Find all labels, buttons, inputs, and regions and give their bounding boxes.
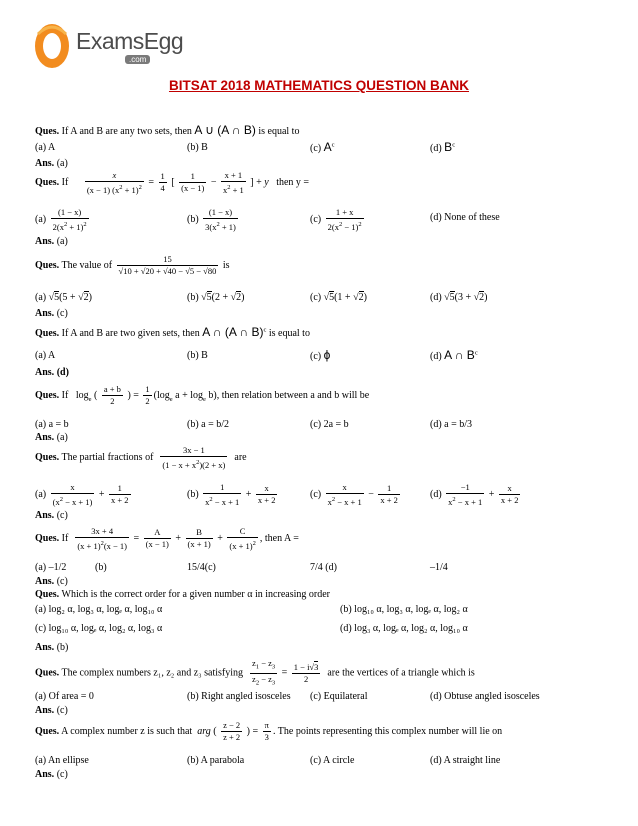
q2-option-d: (d) None of these <box>430 212 500 223</box>
q3-option-b: (b) √5(2 + √2) <box>187 292 245 303</box>
q1-option-b: (b) B <box>187 142 208 153</box>
question-3: Ques. The value of $\frac{15}{√10 + √20 + √40 - √5 - √80}$ is <box>35 254 230 276</box>
question-2: Ques. If $\frac{x}{(x - 1) (x^2 + 1)^2}$ = $\frac{1}{4}$ [ $\frac{1}{(x - 1)}$ − $\frac{x + 1}{x^2 + 1}$ ] + y then y = <box>35 170 310 195</box>
question-9: Ques. The complex numbers z₁, z₂ and z₃ satisfying $\frac{z_1 - z_3}{z_2 - z_3}$ = $\frac{1 - i√3}{2}$ are the vertices of a triangle which is <box>35 658 475 687</box>
q9-option-a: (a) Of area = 0 <box>35 691 94 702</box>
q1-option-c: (c) $A^c$ <box>310 140 335 154</box>
q10-answer: Ans. (c) <box>35 769 68 780</box>
q10-option-c: (c) A circle <box>310 755 355 766</box>
q7-option-b: (b) <box>95 562 107 573</box>
q7-option-a: (a) –1/2 <box>35 562 67 573</box>
q7-option-d: 7/4 (d) <box>310 562 337 573</box>
q4-option-b: (b) B <box>187 350 208 361</box>
q8-option-d: (d) log₃ α, logₑ α, log₂ α, log₁₀ α <box>340 623 468 634</box>
q10-option-a: (a) An ellipse <box>35 755 89 766</box>
q8-option-c: (c) log₁₀ α, logₑ α, log₂ α, log₃ α <box>35 623 163 634</box>
examsegg-logo <box>30 20 184 70</box>
q9-option-b: (b) Right angled isosceles <box>187 691 291 702</box>
q2-answer: Ans. (a) <box>35 236 68 247</box>
q3-answer: Ans. (c) <box>35 308 68 319</box>
q7-option-c: 15/4(c) <box>187 562 216 573</box>
q10-option-d: (d) A straight line <box>430 755 501 766</box>
q8-answer: Ans. (b) <box>35 642 69 653</box>
question-10: Ques. A complex number z is such that arg ( $\frac{z - 2}{z + 2}$ ) = $\frac{\pi}{3}$ . The points representing this complex number will lie on <box>35 720 503 742</box>
q9-option-c: (c) Equilateral <box>310 691 368 702</box>
q8-option-a: (a) log₂ α, log₃ α, logₑ α, log₁₀ α <box>35 604 163 615</box>
q5-option-b: (b) a = b/2 <box>187 419 230 430</box>
q3-option-d: (d) √5(3 + √2) <box>430 292 488 303</box>
q7-answer: Ans. (c) <box>35 576 68 587</box>
q1-answer: Ans. (a) <box>35 158 68 169</box>
logo-sub: .com <box>125 55 150 64</box>
q3-option-c: (c) √5(1 + √2) <box>310 292 367 303</box>
q3-option-a: (a) √5(5 + √2) <box>35 292 92 303</box>
q5-option-d: (d) a = b/3 <box>430 419 473 430</box>
q4-option-d: (d) A ∩ $B^c$ <box>430 348 478 362</box>
q6-option-a: (a) $\frac{x}{(x^2 - x + 1)}$ + $\frac{1}{x + 2}$ <box>35 482 129 507</box>
q4-answer: Ans. (d) <box>35 367 69 378</box>
logo-text: ExamsEgg <box>76 28 184 54</box>
question-8: Ques. Which is the correct order for a given number α in increasing order <box>35 589 330 600</box>
q9-answer: Ans. (c) <box>35 705 68 716</box>
q9-option-d: (d) Obtuse angled isosceles <box>430 691 540 702</box>
question-7: Ques. If $\frac{3x + 4}{(x + 1)^2(x - 1)}$ = $\frac{A}{(x - 1)}$ + $\frac{B}{(x + 1)}$ + $\frac{C}{(x + 1)^2}$ , then A = <box>35 526 299 551</box>
question-5: Ques. If $\log_e$ ( $\frac{a + b}{2}$ ) = $\frac{1}{2}$ ($\log_e$ $a + \log_e b$), then relation between a and b will be <box>35 384 370 406</box>
q6-option-b: (b) $\frac{1}{x^2 - x + 1}$ + $\frac{x}{x + 2}$ <box>187 482 276 507</box>
q1-option-d: (d) $B^c$ <box>430 140 456 154</box>
q6-option-c: (c) $\frac{x}{x^2 - x + 1}$ − $\frac{1}{x + 2}$ <box>310 482 398 507</box>
q4-option-a: (a) A <box>35 350 56 361</box>
q2-option-a: (a) $\frac{(1 - x)}{2(x^2 + 1)^2}$ <box>35 207 87 232</box>
q5-answer: Ans. (a) <box>35 432 68 443</box>
q1-option-a: (a) A <box>35 142 56 153</box>
q6-answer: Ans. (c) <box>35 510 68 521</box>
q10-option-b: (b) A parabola <box>187 755 245 766</box>
q4-option-c: (c) ϕ <box>310 348 331 362</box>
page-title: BITSAT 2018 MATHEMATICS QUESTION BANK <box>168 78 470 93</box>
question-6: Ques. The partial fractions of $\frac{3x - 1}{(1 - x + x^2)(2 + x)}$ are <box>35 445 247 470</box>
q2-option-b: (b) $\frac{(1 - x)}{3(x^2 + 1)}$ <box>187 207 236 232</box>
q7-option-e: –1/4 <box>430 562 448 573</box>
q2-option-c: (c) $\frac{1 + x}{2(x^2 - 1)^2}$ <box>310 207 362 232</box>
q6-option-d: (d) $\frac{-1}{x^2 - x + 1}$ + $\frac{x}{x + 2}$ <box>430 482 519 507</box>
question-1: Ques. If A and B are any two sets, then A ∪ (A ∩ B) is equal to <box>35 123 300 137</box>
q8-option-b: (b) log₁₀ α, log₃ α, logₑ α, log₂ α <box>340 604 468 615</box>
question-4: Ques. If A and B are two given sets, then A ∩ (A ∩ B)$^c$ is equal to <box>35 325 310 339</box>
egg-icon <box>30 20 74 70</box>
q5-option-c: (c) 2a = b <box>310 419 349 430</box>
q5-option-a: (a) a = b <box>35 419 69 430</box>
